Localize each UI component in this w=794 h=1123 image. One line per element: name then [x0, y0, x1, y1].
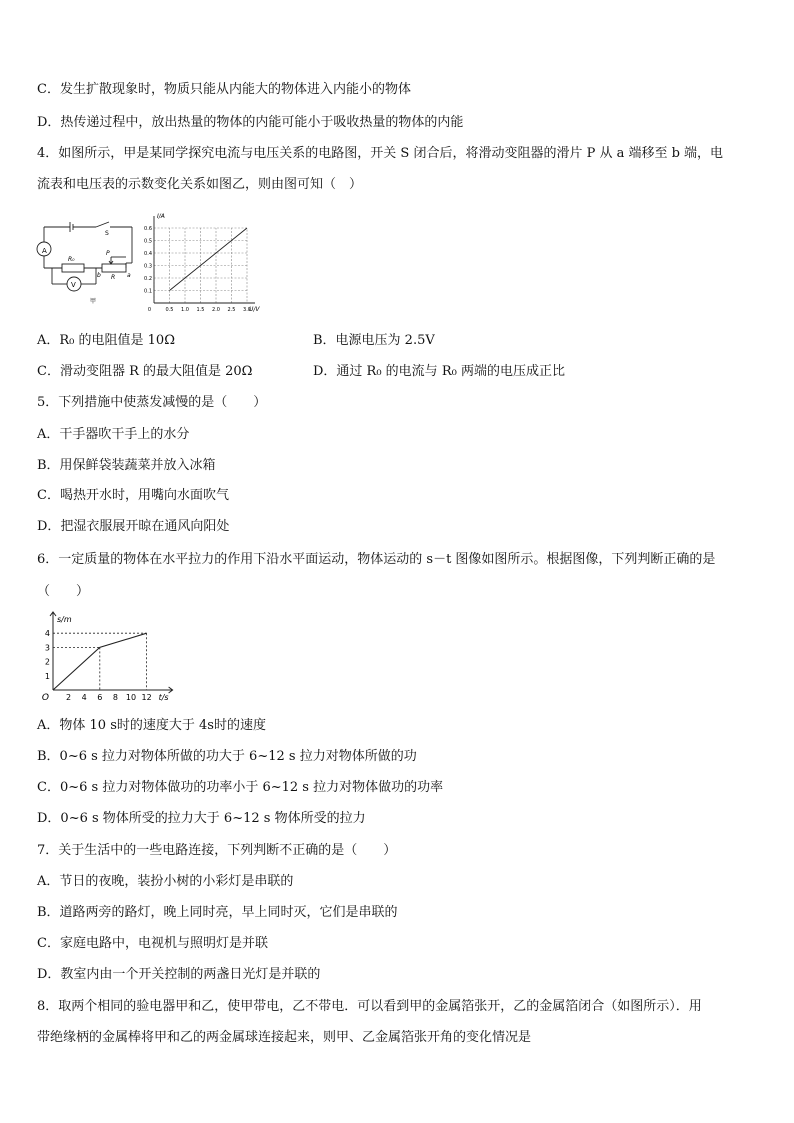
q5-option-b: B．用保鲜袋装蔬菜并放入冰箱 [37, 458, 216, 473]
iu-x-tick-label: 2.5 [227, 307, 236, 313]
slider-p-label: P [106, 250, 110, 257]
q6-st-graph [38, 608, 178, 706]
circuit-caption: 甲 [90, 298, 97, 305]
r0-label: R₀ [68, 256, 75, 263]
iu-x-tick-label: 1.5 [196, 307, 205, 313]
st-y-tick-label: 4 [44, 629, 50, 639]
iu-y-tick-label: 0.4 [144, 251, 152, 257]
q4-option-c: C．滑动变阻器 R 的最大阻值是 20Ω [37, 364, 253, 379]
st-data-line [53, 633, 147, 690]
st-x-tick-label: 6 [97, 693, 103, 702]
switch-label: S [105, 230, 109, 237]
q5-option-d: D．把湿衣服展开晾在通风向阳处 [37, 519, 230, 534]
iu-y-tick-label: 0.2 [144, 276, 152, 282]
st-y-tick-label: 1 [44, 671, 50, 681]
st-origin-label: O [41, 693, 49, 703]
iu-y-axis-label: I/A [157, 213, 165, 220]
q8-stem-line1: 8．取两个相同的验电器甲和乙，使甲带电，乙不带电．可以看到甲的金属箔张开，乙的金属箔闭合（如图所示）．用 [37, 999, 702, 1014]
st-x-tick-label: 10 [125, 693, 137, 702]
q5-option-c: C．喝热开水时，用嘴向水面吹气 [37, 488, 229, 503]
rheostat-r-label: R [111, 274, 116, 281]
q5-stem: 5．下列措施中使蒸发减慢的是（ ） [37, 395, 267, 410]
iu-y-tick-label: 0.1 [144, 288, 152, 295]
q6-option-d: D．0~6 s 物体所受的拉力大于 6~12 s 物体所受的拉力 [37, 811, 366, 826]
ammeter-label: A [42, 247, 47, 255]
q6-option-b: B．0~6 s 拉力对物体所做的功大于 6~12 s 拉力对物体所做的功 [37, 749, 417, 764]
q7-option-b: B．道路两旁的路灯，晚上同时亮，早上同时灭，它们是串联的 [37, 905, 398, 920]
end-b-label: b [97, 272, 101, 279]
iu-data-line [170, 228, 248, 291]
st-x-tick-label: 8 [112, 693, 118, 702]
st-x-tick-label: 2 [66, 693, 72, 702]
iu-x-tick-label: 3.0 [243, 307, 251, 313]
q4-stem-line1: 4．如图所示，甲是某同学探究电流与电压关系的电路图，开关 S 闭合后，将滑动变阻器的滑片 P 从 a 端移至 b 端，电 [37, 146, 724, 161]
voltmeter-label: V [71, 281, 76, 289]
q4-circuit-diagram [34, 213, 146, 311]
q7-option-a: A．节日的夜晚，装扮小树的小彩灯是串联的 [37, 874, 294, 889]
q8-stem-line2: 带绝缘柄的金属棒将甲和乙的两金属球连接起来，则甲、乙金属箔张开角的变化情况是 [37, 1030, 532, 1045]
q6-option-a: A．物体 10 s时的速度大于 4s时的速度 [37, 718, 266, 733]
st-x-axis-label: t/s [158, 693, 169, 702]
q4-option-b: B．电源电压为 2.5V [313, 333, 435, 348]
q6-stem-line2: （ ） [37, 584, 90, 599]
st-y-tick-label: 2 [44, 657, 50, 667]
end-a-label: a [127, 272, 131, 279]
st-x-tick-label: 12 [141, 693, 152, 702]
q4-stem-line2: 流表和电压表的示数变化关系如图乙，则由图可知（ ） [37, 177, 363, 192]
q7-stem: 7．关于生活中的一些电路连接，下列判断不正确的是（ ） [37, 843, 397, 858]
st-y-tick-label: 3 [44, 643, 50, 653]
iu-y-tick-label: 0.6 [144, 226, 152, 232]
q6-stem-line1: 6．一定质量的物体在水平拉力的作用下沿水平面运动，物体运动的 s－t 图像如图所示。根据图像，下列判断正确的是 [37, 552, 716, 567]
q6-option-c: C．0~6 s 拉力对物体做功的功率小于 6~12 s 拉力对物体做功的功率 [37, 780, 444, 795]
q5-option-a: A．干手器吹干手上的水分 [37, 427, 190, 442]
q4-option-a: A．R₀ 的电阻值是 10Ω [37, 333, 175, 348]
iu-x-tick-label: 0.5 [165, 307, 174, 313]
iu-y-tick-label: 0.3 [144, 263, 152, 270]
st-x-tick-label: 4 [81, 693, 87, 702]
st-y-axis-label: s/m [57, 615, 72, 624]
q3-option-c: C．发生扩散现象时，物质只能从内能大的物体进入内能小的物体 [37, 82, 411, 97]
iu-x-axis-label: U/V [249, 306, 260, 313]
iu-x-tick-label: 1.0 [181, 307, 189, 313]
q4-iu-graph [140, 210, 260, 318]
iu-x-tick-label: 2.0 [212, 307, 220, 313]
iu-origin-label: 0 [147, 307, 151, 313]
q7-option-d: D．教室内由一个开关控制的两盏日光灯是并联的 [37, 967, 321, 982]
q4-option-d: D．通过 R₀ 的电流与 R₀ 两端的电压成正比 [313, 364, 565, 379]
q3-option-d: D．热传递过程中，放出热量的物体的内能可能小于吸收热量的物体的内能 [37, 115, 464, 130]
iu-y-tick-label: 0.5 [144, 238, 152, 245]
q7-option-c: C．家庭电路中，电视机与照明灯是并联 [37, 936, 268, 951]
